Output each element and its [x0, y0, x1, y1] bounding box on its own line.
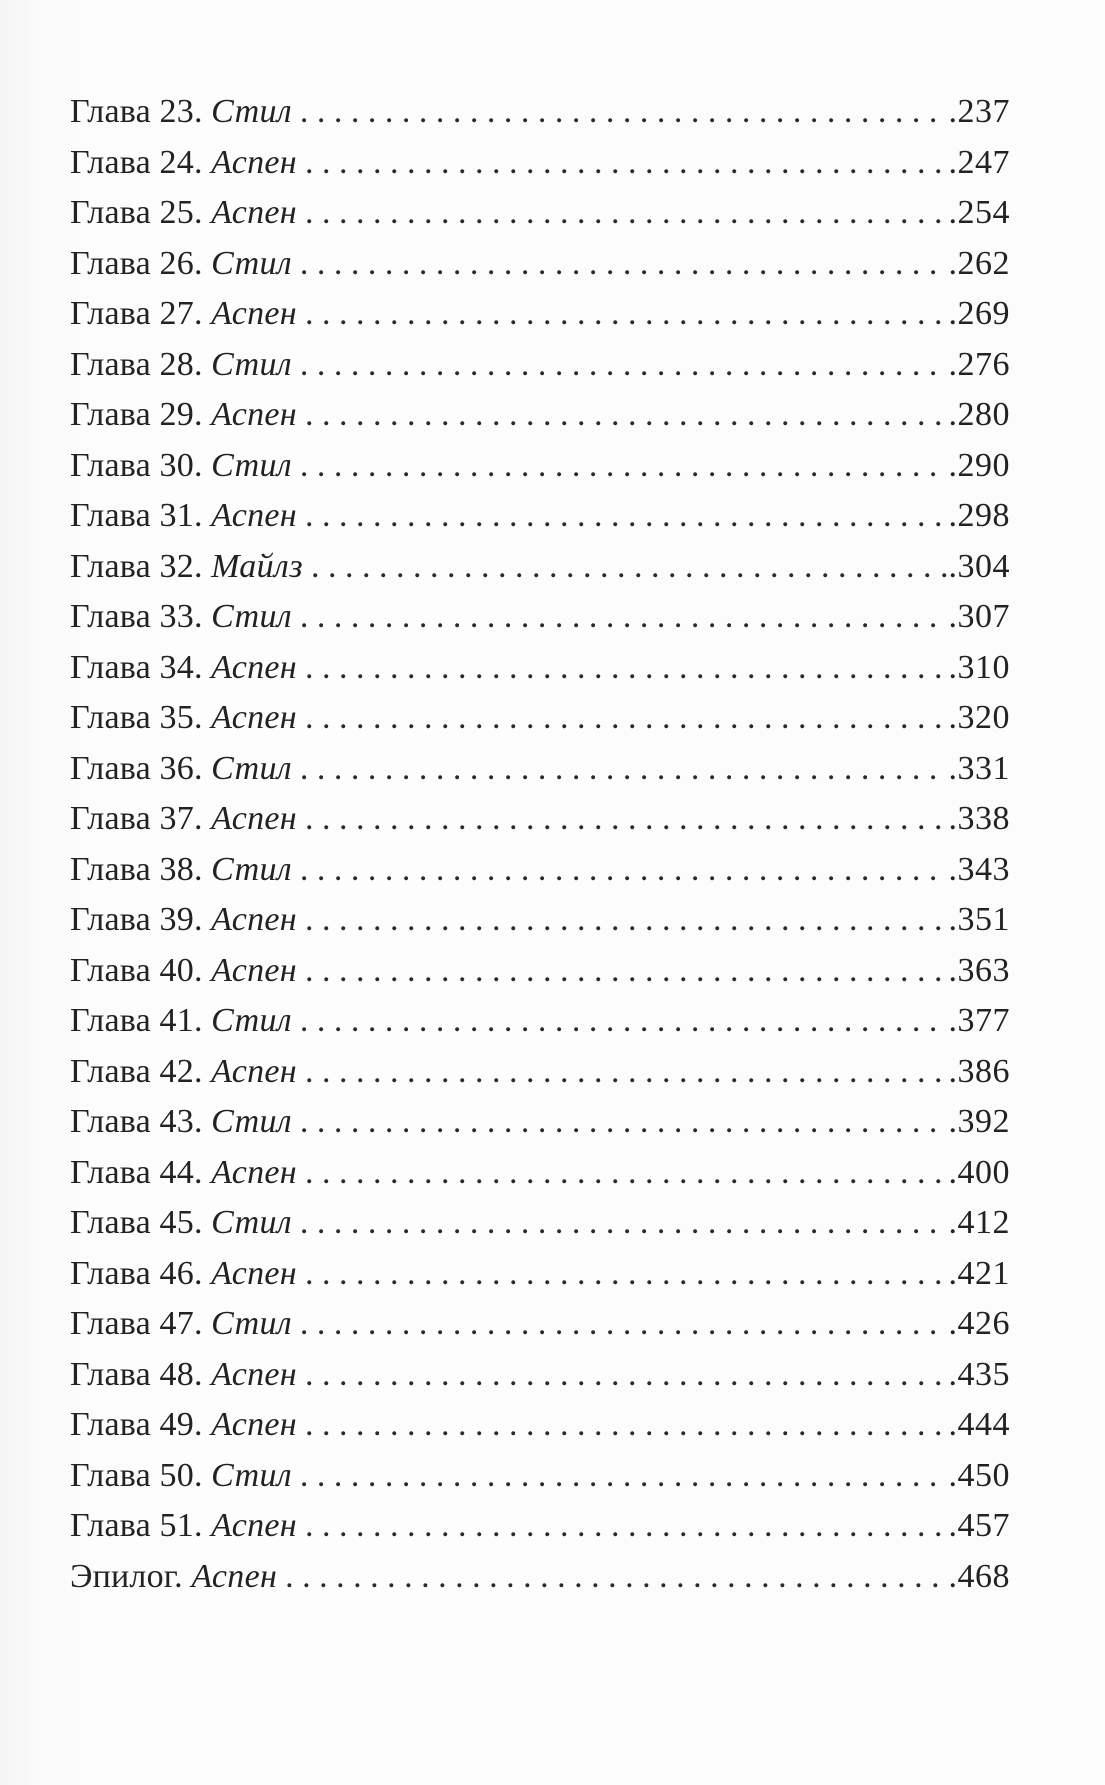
toc-entry	[70, 340, 1010, 391]
chapter-separator	[203, 87, 212, 138]
toc-entry	[70, 1249, 1010, 1300]
leader-dots	[305, 794, 947, 845]
chapter-separator	[203, 340, 212, 391]
toc-entry	[70, 1097, 1010, 1148]
leader-dots	[300, 996, 947, 1047]
chapter-separator	[203, 1148, 212, 1199]
pov-name: Аспен	[211, 951, 297, 989]
chapter-separator	[203, 289, 212, 340]
toc-entry	[70, 845, 1010, 896]
toc-entry	[70, 491, 1010, 542]
leader-dots	[305, 1249, 947, 1300]
page-number: .262	[948, 244, 1010, 282]
pov-name: Аспен	[191, 1557, 278, 1595]
chapter-separator	[203, 1451, 212, 1502]
page-number: .310	[948, 648, 1010, 686]
pov-name: Стил	[211, 345, 292, 383]
leader-dots	[305, 138, 947, 189]
chapter-label: Глава 40.	[70, 951, 203, 989]
pov-name: Аспен	[211, 648, 297, 686]
page-number: .307	[948, 598, 1010, 635]
leader-dots	[300, 845, 947, 896]
leader-dots	[305, 1047, 947, 1098]
page-number: .363	[948, 951, 1010, 989]
toc-entry	[70, 794, 1010, 845]
chapter-label: Глава 28.	[70, 345, 203, 383]
pov-name: Аспен	[211, 295, 297, 332]
page-number: .386	[948, 1052, 1010, 1090]
leader-dots	[305, 693, 947, 744]
leader-dots	[300, 1299, 947, 1350]
chapter-label: Глава 26.	[70, 244, 203, 282]
toc-entry	[70, 1299, 1010, 1350]
page-number: .269	[948, 295, 1010, 332]
leader-dots	[305, 188, 947, 239]
table-of-contents	[70, 87, 1010, 1602]
leader-dots	[305, 390, 947, 441]
chapter-label: Глава 39.	[70, 901, 203, 938]
chapter-separator	[203, 1198, 212, 1249]
chapter-label: Глава 38.	[70, 850, 203, 888]
page-number: .392	[948, 1103, 1010, 1140]
toc-entry	[70, 1451, 1010, 1502]
page-number: .254	[948, 194, 1010, 231]
chapter-separator	[203, 188, 212, 239]
toc-entry	[70, 744, 1010, 795]
page-number: .331	[948, 749, 1010, 787]
page-number: .320	[948, 699, 1010, 736]
chapter-label: Глава 51.	[70, 1507, 203, 1544]
pov-name: Стил	[211, 749, 292, 787]
chapter-label: Глава 50.	[70, 1456, 203, 1494]
page-number: .247	[948, 143, 1010, 181]
pov-name: Аспен	[211, 143, 297, 181]
leader-dots	[300, 239, 947, 290]
toc-entry	[70, 1350, 1010, 1401]
pov-name: Аспен	[211, 194, 297, 231]
toc-entry	[70, 138, 1010, 189]
chapter-label: Глава 43.	[70, 1103, 203, 1140]
pov-name: Аспен	[211, 699, 297, 736]
pov-name: Стил	[211, 93, 292, 130]
pov-name: Стил	[211, 598, 292, 635]
toc-entry	[70, 1501, 1010, 1552]
leader-dots	[300, 1198, 947, 1249]
pov-name: Стил	[211, 850, 292, 888]
leader-dots	[300, 744, 947, 795]
leader-dots	[300, 1097, 947, 1148]
toc-entry	[70, 946, 1010, 997]
leader-dots	[311, 542, 946, 593]
page-number: .280	[948, 396, 1010, 433]
pov-name: Аспен	[211, 1406, 297, 1443]
leader-dots	[305, 1400, 947, 1451]
page-number: .276	[948, 345, 1010, 383]
leader-dots	[305, 643, 947, 694]
pov-name: Майлз	[211, 547, 304, 585]
pov-name: Аспен	[211, 1254, 297, 1292]
chapter-label: Глава 35.	[70, 699, 203, 736]
toc-entry	[70, 643, 1010, 694]
chapter-separator	[203, 845, 212, 896]
chapter-separator	[203, 1249, 212, 1300]
toc-entry-epilogue	[70, 1552, 1010, 1603]
chapter-separator	[203, 996, 212, 1047]
chapter-label: Глава 31.	[70, 497, 203, 534]
chapter-label: Глава 37.	[70, 800, 203, 837]
leader-dots	[305, 1501, 947, 1552]
chapter-separator	[203, 592, 212, 643]
chapter-label: Глава 47.	[70, 1305, 203, 1342]
chapter-label: Глава 34.	[70, 648, 203, 686]
chapter-separator	[203, 744, 212, 795]
leader-dots	[305, 1350, 947, 1401]
page-number: .304	[948, 547, 1010, 585]
leader-dots	[300, 340, 947, 391]
page-number: .421	[948, 1254, 1010, 1292]
chapter-separator	[203, 1501, 212, 1552]
page-number: .450	[948, 1456, 1010, 1494]
pov-name: Стил	[211, 1456, 292, 1494]
page-number: .343	[948, 850, 1010, 888]
chapter-separator	[203, 946, 212, 997]
pov-name: Стил	[211, 1103, 292, 1140]
chapter-label: Глава 29.	[70, 396, 203, 433]
chapter-separator	[203, 794, 212, 845]
page-number: .338	[948, 800, 1010, 837]
page-number: .426	[948, 1305, 1010, 1342]
page-number: .444	[948, 1406, 1010, 1443]
toc-entry	[70, 87, 1010, 138]
leader-dots	[305, 895, 947, 946]
chapter-label: Эпилог.	[70, 1557, 183, 1595]
chapter-label: Глава 45.	[70, 1204, 203, 1241]
chapter-separator	[203, 390, 212, 441]
chapter-separator	[203, 1400, 212, 1451]
chapter-label: Глава 32.	[70, 547, 203, 585]
toc-entry	[70, 1400, 1010, 1451]
chapter-label: Глава 41.	[70, 1002, 203, 1039]
pov-name: Аспен	[211, 1052, 297, 1090]
chapter-separator	[203, 895, 212, 946]
toc-entry	[70, 239, 1010, 290]
toc-entry	[70, 390, 1010, 441]
pov-name: Стил	[211, 1204, 292, 1241]
leader-dots	[305, 946, 947, 997]
pov-name: Аспен	[211, 901, 297, 938]
chapter-separator	[203, 491, 212, 542]
page-number: .377	[948, 1002, 1010, 1039]
page-number: .468	[948, 1557, 1010, 1595]
chapter-separator	[203, 138, 212, 189]
chapter-separator	[203, 239, 212, 290]
pov-name: Аспен	[211, 1355, 297, 1393]
chapter-label: Глава 42.	[70, 1052, 203, 1090]
leader-dots	[305, 491, 947, 542]
page-number: .435	[948, 1355, 1010, 1393]
toc-entry	[70, 693, 1010, 744]
pov-name: Аспен	[211, 1507, 297, 1544]
chapter-label: Глава 24.	[70, 143, 203, 181]
chapter-label: Глава 30.	[70, 446, 203, 484]
chapter-separator	[203, 1299, 212, 1350]
chapter-label: Глава 33.	[70, 598, 203, 635]
page-number: .400	[948, 1153, 1010, 1191]
pov-name: Аспен	[211, 800, 297, 837]
pov-name: Стил	[211, 446, 292, 484]
chapter-label: Глава 49.	[70, 1406, 203, 1443]
chapter-separator	[203, 1097, 212, 1148]
leader-dots	[300, 441, 947, 492]
toc-entry	[70, 1047, 1010, 1098]
toc-entry	[70, 441, 1010, 492]
toc-entry	[70, 188, 1010, 239]
chapter-separator	[203, 441, 212, 492]
leader-dots	[305, 1148, 947, 1199]
leader-dots	[285, 1552, 946, 1603]
leader-dots	[305, 289, 947, 340]
page-number: .457	[948, 1507, 1010, 1544]
pov-name: Аспен	[211, 1153, 297, 1191]
leader-dots	[300, 87, 947, 138]
leader-dots	[300, 592, 947, 643]
page-number: .298	[948, 497, 1010, 534]
chapter-label: Глава 23.	[70, 93, 203, 130]
pov-name: Стил	[211, 1002, 292, 1039]
chapter-separator	[203, 643, 212, 694]
chapter-label: Глава 25.	[70, 194, 203, 231]
page-number: .290	[948, 446, 1010, 484]
pov-name: Аспен	[211, 497, 297, 534]
chapter-separator	[203, 542, 212, 593]
toc-entry	[70, 289, 1010, 340]
chapter-separator	[203, 693, 212, 744]
chapter-label: Глава 36.	[70, 749, 203, 787]
chapter-label: Глава 27.	[70, 295, 203, 332]
toc-entry	[70, 1198, 1010, 1249]
toc-entry	[70, 542, 1010, 593]
chapter-separator	[203, 1350, 212, 1401]
page-number: .412	[948, 1204, 1010, 1241]
pov-name: Аспен	[211, 396, 297, 433]
toc-entry	[70, 895, 1010, 946]
chapter-label: Глава 48.	[70, 1355, 203, 1393]
toc-entry	[70, 592, 1010, 643]
leader-dots	[300, 1451, 947, 1502]
page-number: .237	[948, 93, 1010, 130]
page-number: .351	[948, 901, 1010, 938]
chapter-label: Глава 44.	[70, 1153, 203, 1191]
chapter-separator	[203, 1047, 212, 1098]
toc-entry	[70, 996, 1010, 1047]
pov-name: Стил	[211, 1305, 292, 1342]
pov-name: Стил	[211, 244, 292, 282]
chapter-label: Глава 46.	[70, 1254, 203, 1292]
toc-entry	[70, 1148, 1010, 1199]
